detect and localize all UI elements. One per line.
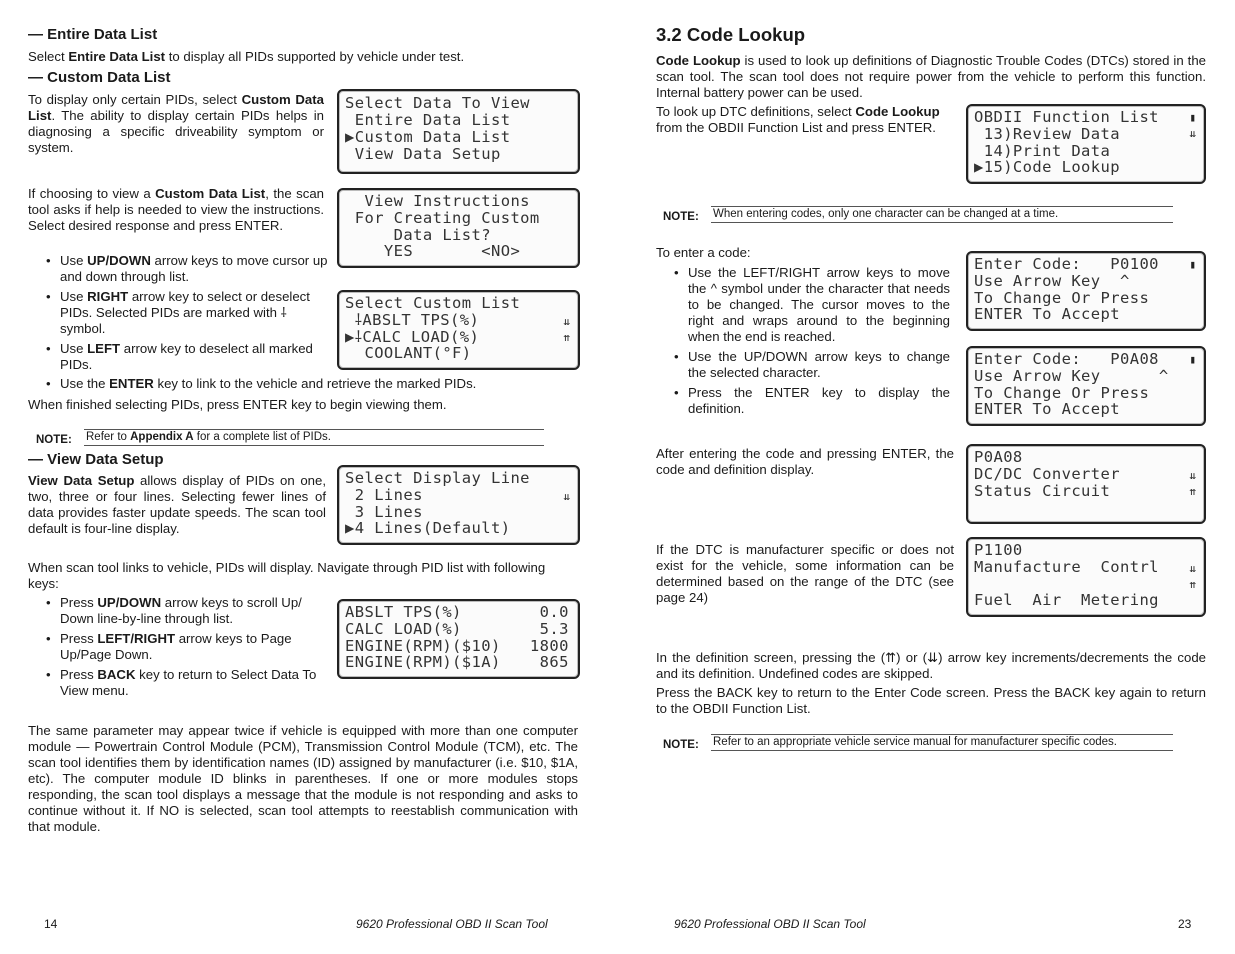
page-number: 14 <box>44 917 58 931</box>
scroll-up-icon: ⇈ <box>1189 485 1196 498</box>
lcd-line: YES <NO> <box>345 242 521 260</box>
lcd-line: Select Custom List <box>345 294 521 312</box>
lcd-line: ABSLT TPS(%) 0.0 <box>345 603 569 621</box>
list-item: • Use RIGHT arrow key to select or deselect PIDs. Selected PIDs are marked with ⸸ symbol. <box>60 289 328 337</box>
custom-keys-list <box>60 253 328 373</box>
lcd-line: View Data Setup <box>345 145 501 163</box>
lcd-line: Manufacture Contrl <box>974 558 1159 576</box>
note-label: NOTE: <box>36 434 72 446</box>
scroll-down-icon: ⇊ <box>1189 127 1196 140</box>
lcd-line: DC/DC Converter <box>974 465 1120 483</box>
note-one-character <box>663 206 1175 224</box>
lcd-line: 14)Print Data <box>974 142 1111 160</box>
lcd-line: To Change Or Press <box>974 289 1150 307</box>
scroll-down-icon: ⇊ <box>1189 469 1196 482</box>
footer-title: 9620 Professional OBD II Scan Tool <box>356 917 548 931</box>
enter-key-list <box>60 376 580 392</box>
note-appendix <box>36 429 546 447</box>
lcd-line: CALC LOAD(%) 5.3 <box>345 620 569 638</box>
navigate-keys-list <box>60 595 322 699</box>
lcd-line: Data List? <box>345 226 491 244</box>
lcd-line: To Change Or Press <box>974 384 1150 402</box>
lcd-line: Enter Code: P0100 <box>974 255 1159 273</box>
after-enter-text: After entering the code and pressing ENTER, the code and definition display. <box>656 446 954 477</box>
lcd-enter-code-p0a08 <box>966 346 1206 426</box>
list-item: • Use the LEFT/RIGHT arrow keys to move the ^ symbol under the character that needs to be changed. The cursor moves to the right and wraps around to the beginning when the end is reached. <box>688 265 950 345</box>
lcd-line: Entire Data List <box>345 111 511 129</box>
lcd-pid-values <box>337 599 580 679</box>
lcd-line: ▶15)Code Lookup <box>974 158 1120 176</box>
entire-data-list-heading: — Entire Data List <box>28 26 158 43</box>
lcd-line: ENTER To Accept <box>974 400 1120 418</box>
note-text: When entering codes, only one character can be changed at a time. <box>711 206 1173 223</box>
note-service-manual <box>663 734 1175 752</box>
lcd-line: OBDII Function List <box>974 108 1159 126</box>
lcd-line: Use Arrow Key ^ <box>974 367 1169 385</box>
enter-code-list <box>688 265 950 417</box>
lcd-line: P1100 <box>974 541 1023 559</box>
scroll-up-icon: ⇈ <box>1189 578 1196 591</box>
scroll-down-icon: ⇊ <box>563 315 570 328</box>
note-text: Refer to Appendix A for a complete list of PIDs. <box>84 429 544 446</box>
enter-code-intro: To enter a code: <box>656 245 751 260</box>
navigate-text: When scan tool links to vehicle, PIDs will display. Navigate through PID list with following keys: <box>28 560 546 591</box>
lcd-line: ▶4 Lines(Default) <box>345 519 511 537</box>
finish-text: When finished selecting PIDs, press ENTER key to begin viewing them. <box>28 397 447 412</box>
code-lookup-intro: Code Lookup is used to look up definitions of Diagnostic Trouble Codes (DTCs) stored in the scan tool. The scan tool does not require power from the vehicle to perform this function. Internal battery power can be used. <box>656 53 1206 100</box>
lcd-definition-p1100 <box>966 537 1206 617</box>
manufacturer-specific-text: If the DTC is manufacturer specific or does not exist for the vehicle, some information can be determined based on the range of the DTC (see page 24) <box>656 542 954 605</box>
list-item: • Press the ENTER key to display the definition. <box>688 385 950 417</box>
list-item: • Use LEFT arrow key to deselect all marked PIDs. <box>60 341 328 373</box>
lcd-line: 3 Lines <box>345 503 423 521</box>
lcd-line: ⸸ABSLT TPS(%) <box>345 311 480 329</box>
list-item: • Press BACK key to return to Select Data To View menu. <box>60 667 322 699</box>
list-item: • Press UP/DOWN arrow keys to scroll Up/ Down line-by-line through list. <box>60 595 322 627</box>
custom-data-list-text: To display only certain PIDs, select Custom Data List. The ability to display certain PIDs helps in diagnosing a specific driveability symptom or system. <box>28 92 324 155</box>
lcd-line: 13)Review Data <box>974 125 1120 143</box>
lcd-line: ENGINE(RPM)($1A) 865 <box>345 653 569 671</box>
lcd-select-display-line <box>337 465 580 545</box>
list-item: • Use UP/DOWN arrow keys to move cursor up and down through list. <box>60 253 328 285</box>
lcd-enter-code-p0100 <box>966 251 1206 331</box>
custom-data-list-heading: — Custom Data List <box>28 69 171 86</box>
lcd-line: Select Data To View <box>345 94 530 112</box>
lcd-line: COOLANT(°F) <box>345 344 472 362</box>
code-lookup-heading: 3.2 Code Lookup <box>656 24 806 45</box>
battery-icon: ▮ <box>1189 258 1196 271</box>
lcd-line: Select Display Line <box>345 469 530 487</box>
lcd-line: ▶Custom Data List <box>345 128 511 146</box>
lcd-obdii-function-list <box>966 104 1206 184</box>
lcd-line: 2 Lines <box>345 486 423 504</box>
lcd-line: Fuel Air Metering <box>974 591 1159 609</box>
page-number: 23 <box>1178 917 1192 931</box>
battery-icon: ▮ <box>1189 111 1196 124</box>
list-item: • Use the UP/DOWN arrow keys to change the selected character. <box>688 349 950 381</box>
lcd-view-instructions <box>337 188 580 268</box>
module-id-text: The same parameter may appear twice if vehicle is equipped with more than one computer module — Powertrain Control Module (PCM), Transmission Control Module (TCM), etc. The scan tool identifies them by identification names (ID) assigned by manufacturer (i.e. $10, $1A, etc). The computer module ID blinks in parentheses. If one or more modules stops responding, the scan tool displays a message that the module is not responding and asks to continue without it. If NO is selected, scan tool attempts to reestablish communication with that module. <box>28 723 578 834</box>
lcd-select-custom-list <box>337 290 580 370</box>
list-item: • Use the ENTER key to link to the vehicle and retrieve the marked PIDs. <box>60 376 580 392</box>
note-label: NOTE: <box>663 211 699 223</box>
definition-screen-text: In the definition screen, pressing the (⇈) or (⇊) arrow key increments/decrements the code and its definition. Undefined codes are skipped. <box>656 650 1206 681</box>
note-text: Refer to an appropriate vehicle service manual for manufacturer specific codes. <box>711 734 1173 751</box>
lcd-select-data-to-view <box>337 89 580 174</box>
lcd-line: ENGINE(RPM)($10) 1800 <box>345 637 569 655</box>
view-data-setup-heading: — View Data Setup <box>28 451 164 468</box>
scroll-down-icon: ⇊ <box>563 490 570 503</box>
scroll-down-icon: ⇊ <box>1189 562 1196 575</box>
list-item: • Press LEFT/RIGHT arrow keys to Page Up/Page Down. <box>60 631 322 663</box>
lcd-line: P0A08 <box>974 448 1023 466</box>
back-key-text: Press the BACK key to return to the Enter Code screen. Press the BACK key again to return to the OBDII Function List. <box>656 685 1206 716</box>
lcd-line: ENTER To Accept <box>974 305 1120 323</box>
lcd-line: ▶⸸CALC LOAD(%) <box>345 328 480 346</box>
lcd-line: Status Circuit <box>974 482 1111 500</box>
code-lookup-instructions: To look up DTC definitions, select Code Lookup from the OBDII Function List and press ENTER. <box>656 104 940 135</box>
custom-instructions-text: If choosing to view a Custom Data List, the scan tool asks if help is needed to view the instructions. Select desired response and press ENTER. <box>28 186 324 233</box>
view-data-setup-text: View Data Setup allows display of PIDs on one, two, three or four lines. Selecting fewer lines of data provides faster update speeds. The scan tool default is four-line display. <box>28 473 326 536</box>
note-label: NOTE: <box>663 739 699 751</box>
lcd-line: For Creating Custom <box>345 209 540 227</box>
lcd-line: Enter Code: P0A08 <box>974 350 1159 368</box>
lcd-line: Use Arrow Key ^ <box>974 272 1130 290</box>
lcd-line: View Instructions <box>345 192 530 210</box>
scroll-up-icon: ⇈ <box>563 331 570 344</box>
entire-data-list-text: Select Entire Data List to display all PIDs supported by vehicle under test. <box>28 49 465 64</box>
footer-title: 9620 Professional OBD II Scan Tool <box>674 917 866 931</box>
battery-icon: ▮ <box>1189 353 1196 366</box>
lcd-definition-p0a08 <box>966 444 1206 524</box>
